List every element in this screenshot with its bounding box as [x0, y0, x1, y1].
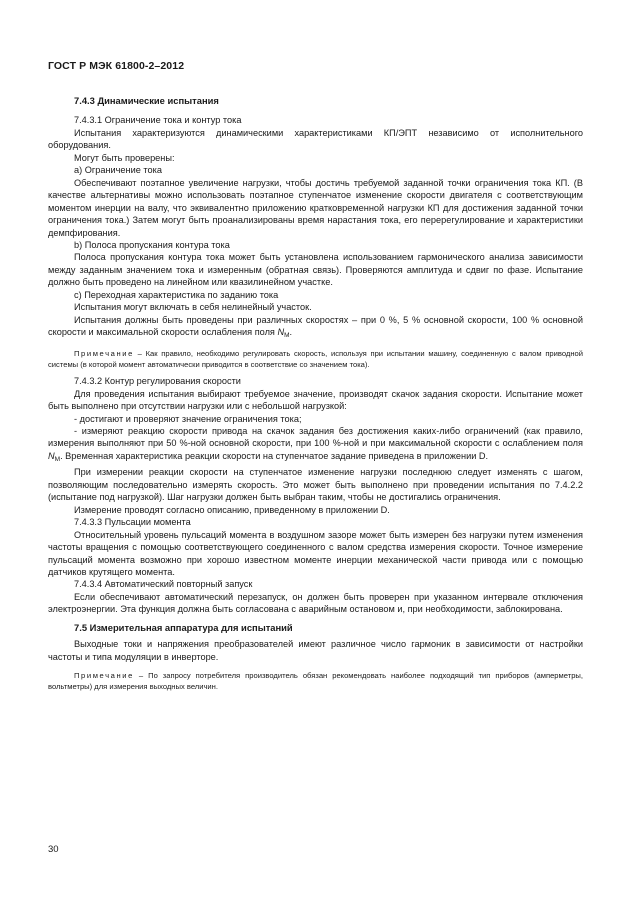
section-heading-7-5: 7.5 Измерительная аппаратура для испытаний — [74, 621, 293, 633]
list-item-a: а) Ограничение тока — [74, 165, 162, 176]
paragraph: Выходные токи и напряжения преобразователей имеют различное число гармоник в зависимости от настройки частоты и типа модуляции в инверторе. — [48, 639, 583, 662]
paragraph: Полоса пропускания контура тока может быть установлена использованием гармонического анализа зависимости между заданным значением тока и измеренным (обратная связь). Проверяются амплитуда и сдвиг по фазе. Испытание должно быть проведено на линейном или квазилинейном участке. — [48, 252, 583, 288]
subscript-m: M — [284, 332, 290, 340]
document-header: ГОСТ Р МЭК 61800-2–2012 — [48, 60, 185, 72]
dash-item-text-cont: . Временная характеристика реакции скорости на ступенчатое задание приведена в приложении D. — [60, 450, 489, 461]
dash-item-text: - измеряют реакцию скорости привода на скачок задания без достижения каких-либо ограничений (как правило, измерения выполняют при 50 %-ной основной скорости, при 100 %-ной и при максимальной скорости с ослаблением поля — [48, 426, 583, 449]
paragraph: Испытания могут включать в себя нелинейный участок. — [74, 302, 312, 313]
dash-item — [48, 425, 583, 466]
subsection-title-7-4-3-1: 7.4.3.1 Ограничение тока и контур тока — [74, 115, 242, 126]
period: . — [289, 327, 293, 338]
paragraph: Испытания характеризуются динамическими характеристиками КП/ЭПТ независимо от исполнительного оборудования. — [48, 127, 583, 151]
note — [48, 348, 583, 371]
note-text: – По запросу потребителя производитель обязан рекомендовать наиболее подходящий тип приборов (амперметры, вольтметры) для измерения выходных величин. — [48, 671, 583, 692]
variable-n: N — [48, 450, 55, 461]
note-label: Примечание — [74, 671, 134, 681]
paragraph: Обеспечивают поэтапное увеличение нагрузки, чтобы достичь требуемой заданной точки ограничения тока КП. (В качестве альтернативы можно использовать поэтапное ступенчатое изменение скорости двигателя с соответствующим моментом инерции на валу, что эквивалентно приложению кратковременной нагрузки КП для достижения заданной точки ограничения тока.) Затем могут быть проанализированы время нарастания тока, его перерегулирование и характеристики демпфирования. — [48, 177, 583, 238]
dash-item: - достигают и проверяют значение ограничения тока; — [74, 413, 302, 424]
subscript-m: M — [54, 455, 61, 463]
paragraph: Для проведения испытания выбирают требуемое значение, производят скачок задания скорости. Испытание может быть выполнено при отсутствии нагрузки или с небольшой нагрузкой: — [48, 388, 583, 412]
variable-n: N — [277, 327, 285, 338]
paragraph: Измерение проводят согласно описанию, приведенному в приложении D. — [74, 504, 390, 515]
paragraph-speeds — [48, 314, 583, 343]
document-body — [48, 95, 583, 698]
note — [48, 670, 583, 693]
page-number: 30 — [48, 844, 59, 855]
subsection-title-7-4-3-4: 7.4.3.4 Автоматический повторный запуск — [74, 579, 253, 590]
section-heading-7-4-3: 7.4.3 Динамические испытания — [74, 95, 219, 106]
paragraph: При измерении реакции скорости на ступенчатое изменение нагрузки последнюю следует изменять с шагом, позволяющим последовательно измерять скорость. Это может быть выполнено при проведении испытания по 7.4.2.2 (испытание под нагрузкой). Шаг нагрузки должен быть выбран таким, чтобы не достигались ограничения. — [48, 467, 583, 503]
paragraph: Могут быть проверены: — [74, 152, 175, 163]
paragraph-text: Испытания должны быть проведены при различных скоростях – при 0 %, 5 % основной скорости, 100 % основной скорости и максимальной скорости ослабления поля — [48, 314, 583, 338]
paragraph: Относительный уровень пульсаций момента в воздушном зазоре может быть измерен без нагрузки путем изменения частоты вращения с помощью соответствующего соединенного с валом средства измерения скорости. Точное измерение пульсаций момента возможно при хорошо известном моменте инерции механической части привода или с помощью датчиков крутящего момента. — [48, 529, 583, 577]
list-item-c: с) Переходная характеристика по заданию тока — [74, 289, 279, 300]
note-text: – Как правило, необходимо регулировать скорость, используя при испытании машину, соединенную с валом приводной системы (в которой момент автоматически приводится в соответствие со значением тока). — [48, 348, 583, 369]
subsection-title-7-4-3-3: 7.4.3.3 Пульсации момента — [74, 517, 191, 528]
paragraph: Если обеспечивают автоматический перезапуск, он должен быть проверен при указанном интервале отключения электроэнергии. Эта функция должна быть согласована с аварийным остановом и, при необходимости, заблокирована. — [48, 591, 583, 615]
subsection-title-7-4-3-2: 7.4.3.2 Контур регулирования скорости — [74, 376, 241, 387]
list-item-b: b) Полоса пропускания контура тока — [74, 239, 230, 250]
note-label: Примечание — [74, 348, 134, 358]
